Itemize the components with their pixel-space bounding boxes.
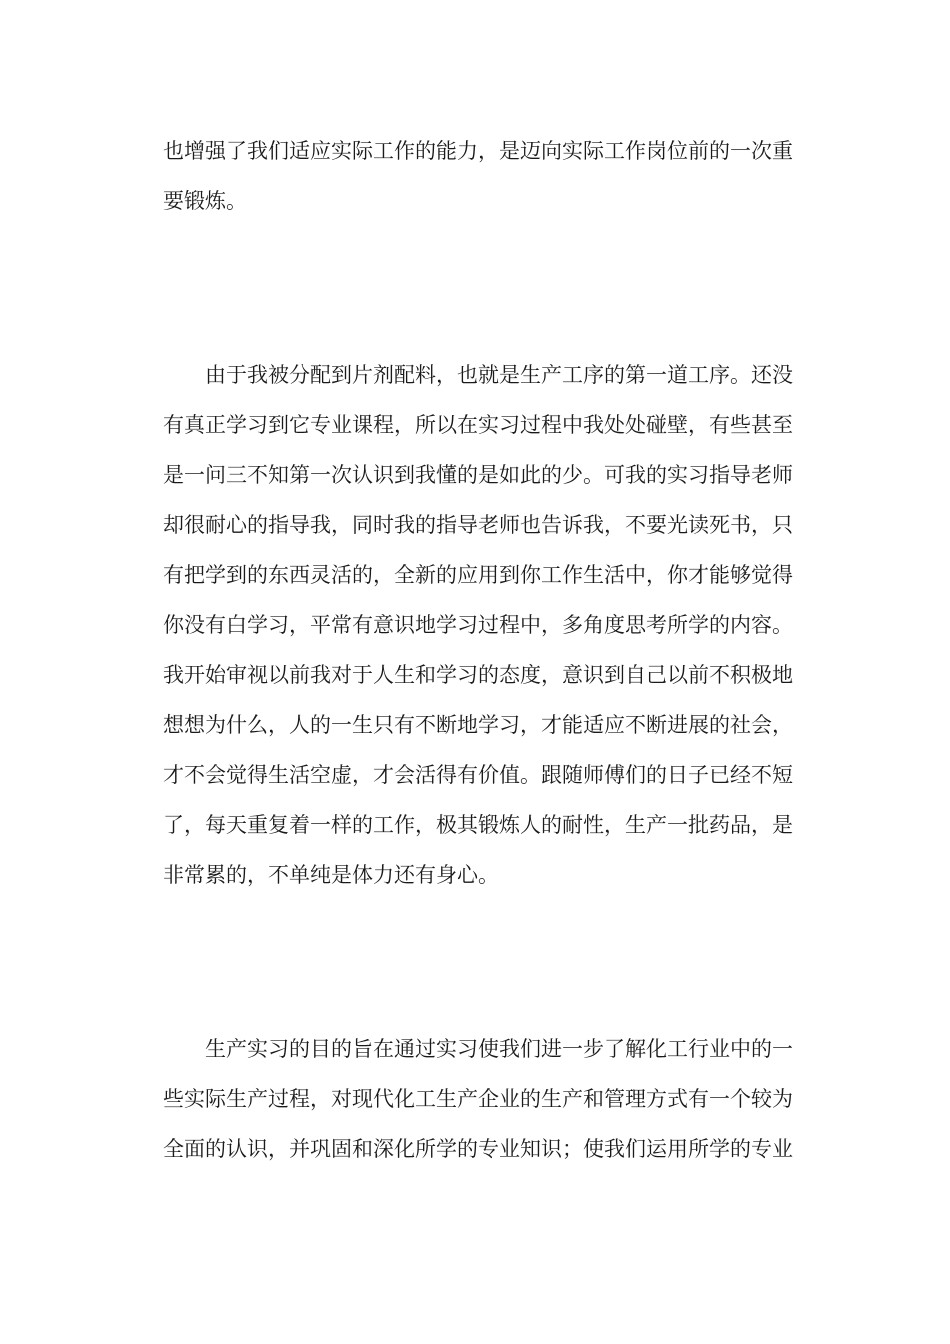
paragraph-2-line-9: 才不会觉得生活空虚，才会活得有价值。跟随师傅们的日子已经不短: [163, 763, 793, 787]
paragraph-2-line-4: 却很耐心的指导我，同时我的指导老师也告诉我，不要光读死书，只: [163, 513, 793, 537]
paragraph-3-line-1: 生产实习的目的旨在通过实习使我们进一步了解化工行业中的一: [205, 1037, 793, 1061]
paragraph-2-line-6: 你没有白学习，平常有意识地学习过程中，多角度思考所学的内容。: [163, 613, 793, 637]
paragraph-3-line-3: 全面的认识，并巩固和深化所学的专业知识；使我们运用所学的专业: [163, 1137, 793, 1161]
paragraph-2-line-10: 了，每天重复着一样的工作，极其锻炼人的耐性，生产一批药品，是: [163, 813, 793, 837]
paragraph-2-line-3: 是一问三不知第一次认识到我懂的是如此的少。可我的实习指导老师: [163, 463, 793, 487]
paragraph-2-line-2: 有真正学习到它专业课程，所以在实习过程中我处处碰壁，有些甚至: [163, 413, 793, 437]
paragraph-1-line-1: 也增强了我们适应实际工作的能力，是迈向实际工作岗位前的一次重: [163, 139, 793, 163]
paragraph-2-line-11: 非常累的，不单纯是体力还有身心。: [163, 863, 499, 887]
paragraph-1-line-2: 要锻炼。: [163, 189, 247, 213]
paragraph-3-line-2: 些实际生产过程，对现代化工生产企业的生产和管理方式有一个较为: [163, 1087, 793, 1111]
paragraph-2-line-8: 想想为什么，人的一生只有不断地学习，才能适应不断进展的社会，: [163, 713, 793, 737]
paragraph-2-line-5: 有把学到的东西灵活的，全新的应用到你工作生活中，你才能够觉得: [163, 563, 793, 587]
paragraph-2-line-7: 我开始审视以前我对于人生和学习的态度，意识到自己以前不积极地: [163, 663, 793, 687]
paragraph-2-line-1: 由于我被分配到片剂配料，也就是生产工序的第一道工序。还没: [205, 363, 793, 387]
